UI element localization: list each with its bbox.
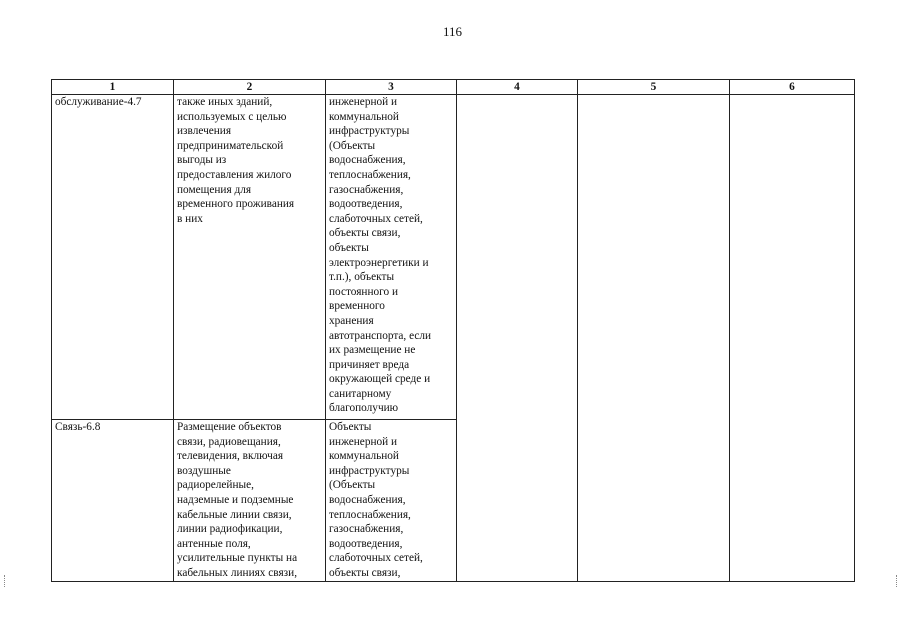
- cell-auxiliary-objects: инженерной и коммунальной инфраструктуры (Объекты водоснабжения, теплоснабжения, газоснабжения, водоотведения, слаботочных сетей, объекты связи, объекты электроэнергетики и т.п.), объекты постоянного и временного хранения автотранспорта, если их размещение не причиняет вреда окружающей среде и санитарному благополучию: [326, 95, 457, 420]
- cell-use-type: Связь-6.8: [52, 420, 174, 582]
- cell-col-6: [730, 95, 855, 582]
- page-number: 116: [442, 24, 463, 39]
- column-header-4: 4: [457, 80, 578, 95]
- cell-col-5: [578, 95, 730, 582]
- column-header-2: 2: [174, 80, 326, 95]
- column-header-3: 3: [326, 80, 457, 95]
- regulation-table: [51, 79, 855, 582]
- cell-use-description: Размещение объектов связи, радиовещания, телевидения, включая воздушные радиорелейные, надземные и подземные кабельные линии связи, линии радиофикации, антенные поля, усилительные пункты на кабельных линиях связи,: [174, 420, 326, 582]
- column-header-6: 6: [730, 80, 855, 95]
- scan-edge-mark-right: [896, 575, 899, 587]
- column-header-5: 5: [578, 80, 730, 95]
- cell-use-type: обслуживание-4.7: [52, 95, 174, 420]
- column-header-1: 1: [52, 80, 174, 95]
- table-header-row: [52, 80, 855, 95]
- cell-use-description: также иных зданий, используемых с целью извлечения предпринимательской выгоды из предоставления жилого помещения для временного проживания в них: [174, 95, 326, 420]
- table-row: [52, 95, 855, 420]
- cell-auxiliary-objects: Объекты инженерной и коммунальной инфраструктуры (Объекты водоснабжения, теплоснабжения, газоснабжения, водоотведения, слаботочных сетей, объекты связи,: [326, 420, 457, 582]
- scan-edge-mark-left: [4, 575, 7, 587]
- cell-col-4: [457, 95, 578, 582]
